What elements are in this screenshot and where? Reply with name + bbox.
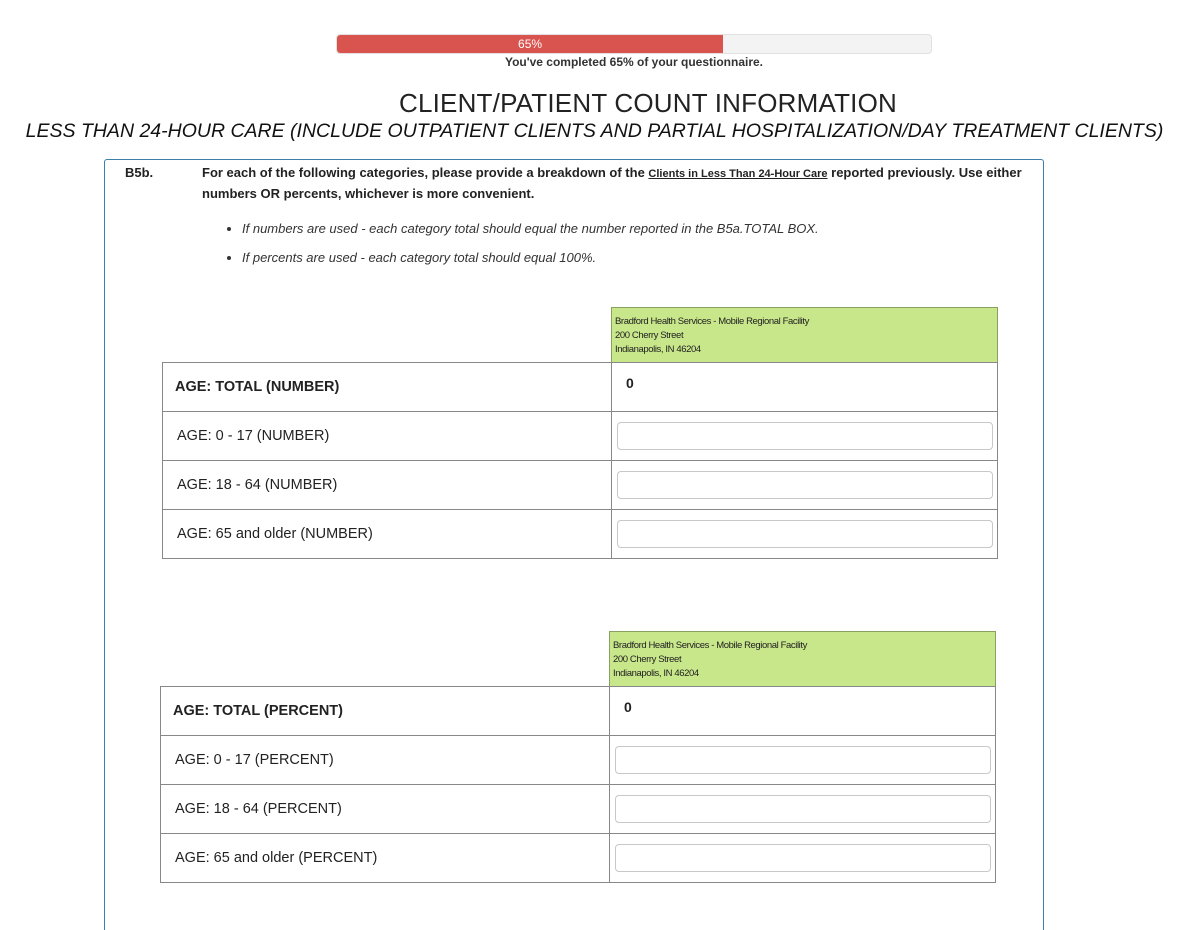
question-code: B5b.	[125, 165, 154, 180]
facility-header-number	[611, 307, 998, 362]
row-label: AGE: 18 - 64 (NUMBER)	[163, 461, 612, 510]
input-cell	[610, 736, 996, 785]
page-subtitle: LESS THAN 24-HOUR CARE (INCLUDE OUTPATIENT CLIENTS AND PARTIAL HOSPITALIZATION/DAY TREATMENT CLIENTS)	[25, 120, 1164, 142]
clients-less-than-24-hour-care-link[interactable]: Clients in Less Than 24-Hour Care	[648, 168, 828, 180]
table-row	[161, 785, 996, 834]
input-cell	[610, 785, 996, 834]
progress-caption: You've completed 65% of your questionnaire.	[504, 55, 764, 69]
facility-street: 200 Cherry Street	[615, 330, 684, 341]
question-text-before: For each of the following categories, please provide a breakdown of the	[202, 165, 649, 180]
age-65-older-number-input[interactable]	[617, 520, 993, 548]
age-number-table	[162, 362, 998, 559]
page-title: CLIENT/PATIENT COUNT INFORMATION	[398, 88, 897, 118]
table-row	[163, 412, 998, 461]
total-number-value: 0	[612, 363, 998, 412]
age-0-17-number-input[interactable]	[617, 422, 993, 450]
facility-name: Bradford Health Services - Mobile Regional Facility	[615, 316, 809, 327]
input-cell	[610, 834, 996, 883]
question-text-after: reported previously. Use either numbers OR percents, whichever is more convenient.	[202, 165, 1022, 201]
total-percent-value: 0	[610, 687, 996, 736]
row-label: AGE: 65 and older (PERCENT)	[161, 834, 610, 883]
facility-name: Bradford Health Services - Mobile Regional Facility	[613, 640, 807, 651]
age-0-17-percent-input[interactable]	[615, 746, 991, 774]
age-65-older-percent-input[interactable]	[615, 844, 991, 872]
row-label: AGE: 0 - 17 (NUMBER)	[163, 412, 612, 461]
row-label: AGE: TOTAL (PERCENT)	[161, 687, 610, 736]
input-cell	[612, 461, 998, 510]
table-row-total	[161, 687, 996, 736]
row-label: AGE: TOTAL (NUMBER)	[163, 363, 612, 412]
age-18-64-number-input[interactable]	[617, 471, 993, 499]
row-label: AGE: 18 - 64 (PERCENT)	[161, 785, 610, 834]
input-cell	[612, 510, 998, 559]
row-label: AGE: 65 and older (NUMBER)	[163, 510, 612, 559]
age-percent-table	[160, 686, 996, 883]
table-row	[163, 510, 998, 559]
instruction-list	[224, 219, 819, 277]
table-row	[161, 736, 996, 785]
input-cell	[612, 412, 998, 461]
facility-city: Indianapolis, IN 46204	[613, 668, 699, 679]
facility-city: Indianapolis, IN 46204	[615, 344, 701, 355]
facility-street: 200 Cherry Street	[613, 654, 682, 665]
facility-header-percent	[609, 631, 996, 686]
progress-bar	[336, 34, 932, 54]
instruction-item-numbers: • If numbers are used - each category total should equal the number reported in the B5a.TOTAL BOX.	[242, 219, 819, 248]
age-18-64-percent-input[interactable]	[615, 795, 991, 823]
instruction-item-percents: • If percents are used - each category total should equal 100%.	[242, 248, 819, 277]
row-label: AGE: 0 - 17 (PERCENT)	[161, 736, 610, 785]
table-row	[163, 461, 998, 510]
question-text	[202, 163, 1044, 203]
table-row-total	[163, 363, 998, 412]
progress-percent-label: 65%	[518, 37, 543, 51]
table-row	[161, 834, 996, 883]
